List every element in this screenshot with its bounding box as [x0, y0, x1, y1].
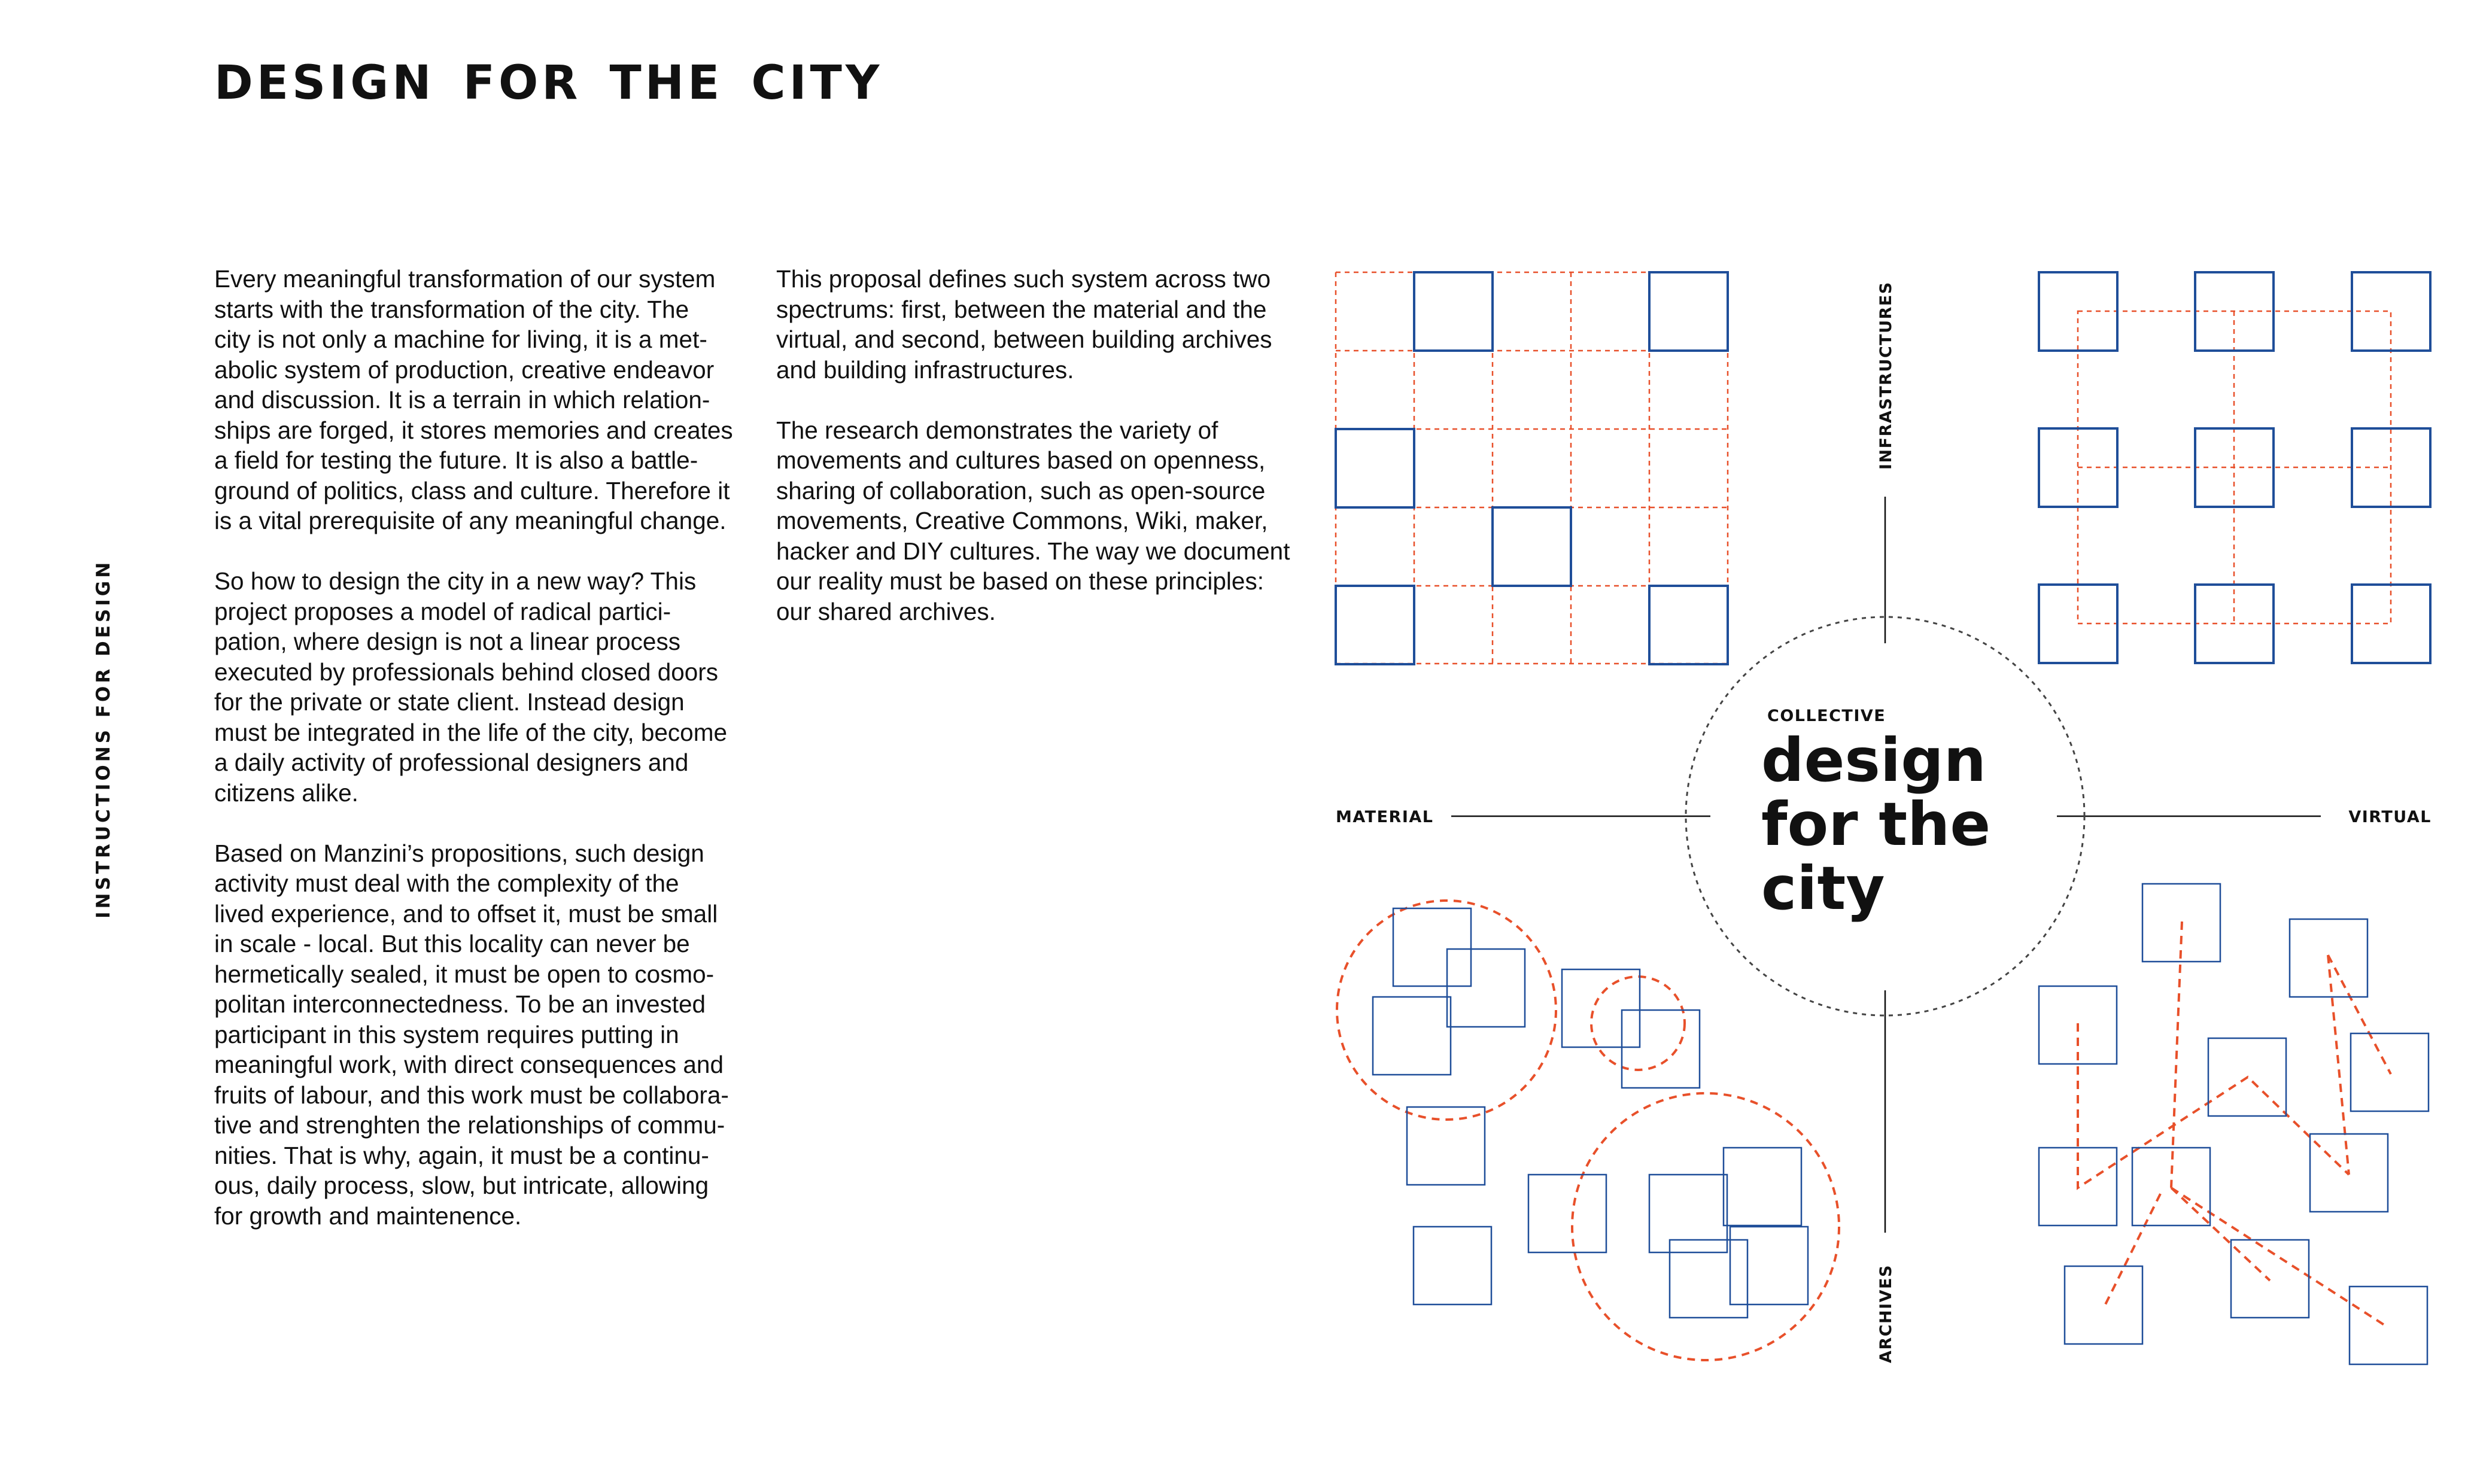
dashed-grid	[1336, 272, 1728, 664]
grid-cell	[1414, 272, 1493, 351]
page-title: DESIGN FOR THE CITY	[214, 56, 883, 110]
label-collective: COLLECTIVE	[1767, 707, 1886, 725]
grid-cells	[1336, 272, 1728, 664]
quadrant-virtual-infrastructures	[2039, 272, 2430, 663]
label-infrastructures: INFRASTRUCTURES	[1877, 281, 1895, 470]
grid-cell	[1336, 586, 1414, 664]
center-line-3: city	[1761, 853, 1885, 923]
axes	[1451, 497, 2321, 1233]
grid-cell	[1493, 507, 1571, 586]
cluster-circle	[1591, 977, 1685, 1070]
text-column-2: This proposal defines such system across two spectrums: first, between the material and the virtual, and second, between building archives and building infrastructures. The research demonstrates the variety of movements and cultures based on openness, sharing of collaboration, such as open-source movements, Creative Commons, Wiki, maker, hacker and DIY cultures. The way we document our reality must be based on these principles: our shared archives.	[776, 265, 1290, 625]
center-line-1: design	[1761, 725, 1986, 795]
center-line-2: for the	[1761, 789, 1991, 859]
label-material: MATERIAL	[1336, 808, 1434, 826]
quadrant-material-infrastructures	[1336, 272, 1728, 664]
side-label-text: INSTRUCTIONS FOR DESIGN	[93, 559, 114, 919]
grid-cell	[1336, 429, 1414, 507]
label-virtual: VIRTUAL	[2348, 808, 2432, 826]
network-node	[2352, 272, 2430, 351]
network-links	[2078, 311, 2391, 624]
scatter-squares	[2039, 884, 2429, 1364]
label-archives: ARCHIVES	[1877, 1264, 1895, 1363]
network-node	[2352, 585, 2430, 663]
text-column-1: Every meaningful transformation of our system starts with the transformation of the city. The city is not only a machine for living, it is a met- abolic system of production, creative endeavor and discussion. It is a terrain in which relation- ships are forged, it stores memories and creates a field for testing the future. It is also a battle- ground of politics, class and culture. Therefore it is a vital prerequisite of any meaningful change. So how to design the city in a new way? This project proposes a model of radical partici- pation, where design is not a linear process executed by professionals behind closed doors for the private or state client. Instead design must be integrated in the life of the city, become a daily activity of professional designers and citizens alike. Based on Manzini’s propositions, such design activity must deal with the complexity of the lived experience, and to offset it, must be small in scale - local. But this locality can never be hermetically sealed, it must be open to cosmo- politan interconnectedness. To be an invested participant in this system requires putting in meaningful work, with direct consequences and fruits of labour, and this work must be collabora- tive and strenghten the relationships of commu- nities. That is why, again, it must be a continu- ous, daily process, slow, but intricate, allowing for growth and maintenence.	[214, 265, 733, 1230]
grid-cell	[1649, 586, 1728, 664]
cluster-squares	[1373, 908, 1808, 1318]
quadrant-virtual-archives	[2039, 884, 2429, 1364]
quadrant-material-archives	[1337, 901, 1839, 1360]
grid-cell	[1649, 272, 1728, 351]
